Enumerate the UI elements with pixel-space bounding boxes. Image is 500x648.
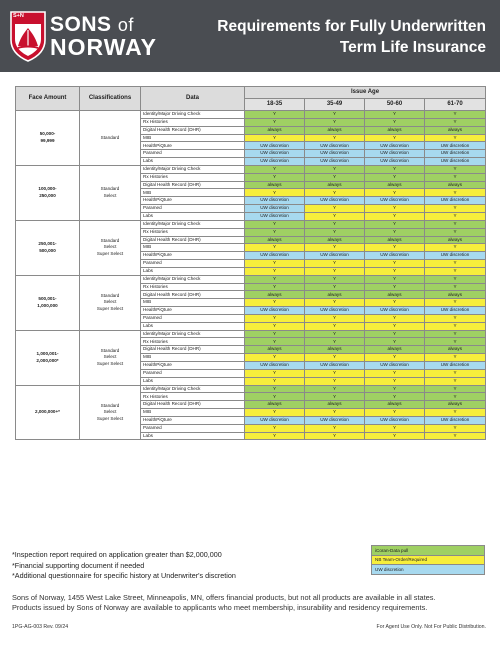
requirement-cell: UW discretion bbox=[425, 252, 486, 260]
requirement-cell: Y bbox=[425, 338, 486, 346]
requirement-cell: always bbox=[425, 236, 486, 244]
requirement-cell: always bbox=[305, 401, 365, 409]
requirement-cell: always bbox=[305, 181, 365, 189]
requirement-cell: Y bbox=[305, 409, 365, 417]
requirement-cell: UW discretion bbox=[365, 362, 425, 370]
requirement-cell: UW discretion bbox=[305, 252, 365, 260]
data-label-cell: HealthPiQture bbox=[141, 142, 245, 150]
requirement-cell: Y bbox=[365, 244, 425, 252]
data-label-cell: Labs bbox=[141, 432, 245, 440]
requirement-cell: Y bbox=[245, 354, 305, 362]
requirement-cell: Y bbox=[365, 189, 425, 197]
classification-cell: Standard Select Super Select bbox=[80, 330, 141, 385]
requirement-cell: always bbox=[365, 126, 425, 134]
col-header-issue-age: Issue Age bbox=[245, 87, 486, 99]
table-row bbox=[16, 165, 486, 173]
logo-wordmark bbox=[50, 14, 157, 58]
legend-green: iCoran-Data pull bbox=[372, 546, 485, 556]
logo-sons: SONS bbox=[50, 13, 112, 36]
requirement-cell: UW discretion bbox=[305, 362, 365, 370]
requirement-cell: always bbox=[245, 126, 305, 134]
requirement-cell: Y bbox=[245, 377, 305, 385]
requirement-cell: UW discretion bbox=[425, 158, 486, 166]
requirement-cell: Y bbox=[305, 424, 365, 432]
legend-yellow: NB Team-Order/Required bbox=[372, 555, 485, 565]
requirement-cell: always bbox=[245, 291, 305, 299]
data-label-cell: Digital Health Record (DHR) bbox=[141, 126, 245, 134]
logo-badge-text: S+N bbox=[13, 13, 24, 19]
data-label-cell: HealthPiQture bbox=[141, 307, 245, 315]
requirement-cell: UW discretion bbox=[245, 150, 305, 158]
classification-cell: Standard Select Super Select bbox=[80, 220, 141, 275]
requirement-cell: always bbox=[245, 236, 305, 244]
col-header-data: Data bbox=[141, 87, 245, 111]
requirement-cell: UW discretion bbox=[305, 150, 365, 158]
requirement-cell: Y bbox=[305, 189, 365, 197]
data-label-cell: Paramed bbox=[141, 205, 245, 213]
data-label-cell: Identity/Major Driving Check bbox=[141, 275, 245, 283]
col-header-age: 61-70 bbox=[425, 99, 486, 111]
requirement-cell: always bbox=[245, 401, 305, 409]
requirement-cell: Y bbox=[305, 322, 365, 330]
requirement-cell: Y bbox=[425, 409, 486, 417]
form-code: 1PG-AG-003 Rev. 09/24 bbox=[12, 624, 69, 630]
col-header-age: 35-49 bbox=[305, 99, 365, 111]
requirement-cell: always bbox=[365, 236, 425, 244]
requirement-cell: Y bbox=[245, 369, 305, 377]
requirement-cell: Y bbox=[365, 205, 425, 213]
requirement-cell: UW discretion bbox=[245, 362, 305, 370]
requirement-cell: UW discretion bbox=[425, 362, 486, 370]
requirement-cell: UW discretion bbox=[425, 142, 486, 150]
requirement-cell: UW discretion bbox=[425, 416, 486, 424]
requirement-cell: Y bbox=[425, 165, 486, 173]
requirement-cell: Y bbox=[305, 220, 365, 228]
requirement-cell: Y bbox=[245, 314, 305, 322]
requirement-cell: Y bbox=[305, 283, 365, 291]
requirement-cell: Y bbox=[365, 409, 425, 417]
requirement-cell: Y bbox=[305, 173, 365, 181]
requirement-cell: Y bbox=[245, 322, 305, 330]
requirement-cell: Y bbox=[365, 369, 425, 377]
table-row bbox=[16, 220, 486, 228]
requirement-cell: UW discretion bbox=[365, 150, 425, 158]
data-label-cell: Digital Health Record (DHR) bbox=[141, 401, 245, 409]
data-label-cell: HealthPiQture bbox=[141, 416, 245, 424]
table-row bbox=[16, 275, 486, 283]
requirement-cell: UW discretion bbox=[245, 142, 305, 150]
requirement-cell: always bbox=[425, 291, 486, 299]
requirement-cell: Y bbox=[245, 244, 305, 252]
requirement-cell: Y bbox=[245, 111, 305, 119]
data-label-cell: HealthPiQture bbox=[141, 362, 245, 370]
logo-of: of bbox=[117, 15, 134, 35]
page-title bbox=[217, 16, 486, 58]
page-header bbox=[0, 0, 500, 72]
requirement-cell: UW discretion bbox=[365, 416, 425, 424]
requirement-cell: UW discretion bbox=[425, 197, 486, 205]
requirement-cell: Y bbox=[305, 244, 365, 252]
requirement-cell: always bbox=[425, 401, 486, 409]
requirement-cell: Y bbox=[365, 299, 425, 307]
data-label-cell: Rx Histories bbox=[141, 283, 245, 291]
classification-cell: Standard Select bbox=[80, 165, 141, 220]
requirement-cell: always bbox=[425, 181, 486, 189]
requirement-cell: Y bbox=[365, 283, 425, 291]
col-header-age: 50-60 bbox=[365, 99, 425, 111]
data-label-cell: MIB bbox=[141, 244, 245, 252]
classification-cell: Standard bbox=[80, 111, 141, 166]
requirement-cell: Y bbox=[425, 212, 486, 220]
requirement-cell: Y bbox=[245, 424, 305, 432]
requirement-cell: Y bbox=[365, 338, 425, 346]
requirement-cell: Y bbox=[425, 330, 486, 338]
requirement-cell: Y bbox=[425, 111, 486, 119]
requirement-cell: Y bbox=[425, 322, 486, 330]
face-amount-cell: 100,000- 250,000 bbox=[16, 165, 80, 220]
requirement-cell: Y bbox=[245, 283, 305, 291]
requirement-cell: Y bbox=[365, 134, 425, 142]
requirement-cell: Y bbox=[305, 314, 365, 322]
requirement-cell: UW discretion bbox=[305, 158, 365, 166]
data-label-cell: Rx Histories bbox=[141, 118, 245, 126]
requirement-cell: always bbox=[305, 236, 365, 244]
requirement-cell: Y bbox=[245, 385, 305, 393]
requirement-cell: Y bbox=[245, 228, 305, 236]
requirement-cell: always bbox=[245, 181, 305, 189]
data-label-cell: Identity/Major Driving Check bbox=[141, 330, 245, 338]
requirement-cell: Y bbox=[305, 385, 365, 393]
data-label-cell: Labs bbox=[141, 322, 245, 330]
requirement-cell: UW discretion bbox=[425, 307, 486, 315]
requirement-cell: UW discretion bbox=[245, 197, 305, 205]
requirement-cell: Y bbox=[365, 432, 425, 440]
requirement-cell: Y bbox=[365, 118, 425, 126]
requirement-cell: Y bbox=[305, 369, 365, 377]
requirement-cell: always bbox=[305, 126, 365, 134]
requirement-cell: Y bbox=[305, 393, 365, 401]
footer-disclaimer bbox=[12, 593, 490, 613]
requirement-cell: Y bbox=[425, 299, 486, 307]
requirement-cell: Y bbox=[305, 354, 365, 362]
data-label-cell: Paramed bbox=[141, 260, 245, 268]
requirement-cell: Y bbox=[425, 205, 486, 213]
requirement-cell: Y bbox=[245, 173, 305, 181]
requirement-cell: Y bbox=[365, 173, 425, 181]
data-label-cell: Labs bbox=[141, 267, 245, 275]
requirement-cell: UW discretion bbox=[365, 142, 425, 150]
requirement-cell: UW discretion bbox=[305, 142, 365, 150]
footnote: *Inspection report required on application greater than $2,000,000 bbox=[12, 550, 222, 559]
data-label-cell: Identity/Major Driving Check bbox=[141, 385, 245, 393]
requirement-cell: Y bbox=[245, 267, 305, 275]
requirement-cell: Y bbox=[305, 212, 365, 220]
requirement-cell: Y bbox=[305, 118, 365, 126]
requirement-cell: Y bbox=[245, 260, 305, 268]
data-label-cell: Paramed bbox=[141, 150, 245, 158]
requirement-cell: Y bbox=[425, 134, 486, 142]
requirement-cell: Y bbox=[245, 432, 305, 440]
requirement-cell: Y bbox=[425, 118, 486, 126]
data-label-cell: Identity/Major Driving Check bbox=[141, 111, 245, 119]
requirement-cell: Y bbox=[245, 299, 305, 307]
requirement-cell: always bbox=[245, 346, 305, 354]
requirement-cell: UW discretion bbox=[365, 252, 425, 260]
requirement-cell: Y bbox=[365, 275, 425, 283]
data-label-cell: Paramed bbox=[141, 424, 245, 432]
data-label-cell: Digital Health Record (DHR) bbox=[141, 181, 245, 189]
agent-use-notice: For Agent Use Only. Not For Public Distribution. bbox=[376, 624, 486, 630]
requirement-cell: UW discretion bbox=[305, 307, 365, 315]
footer-line: Sons of Norway, 1455 West Lake Street, Minneapolis, MN, offers financial products, but not all products are available in all states. bbox=[12, 593, 436, 602]
requirement-cell: UW discretion bbox=[245, 158, 305, 166]
requirement-cell: Y bbox=[305, 111, 365, 119]
data-label-cell: MIB bbox=[141, 134, 245, 142]
requirement-cell: Y bbox=[365, 393, 425, 401]
col-header-face-amount: Face Amount bbox=[16, 87, 80, 111]
requirement-cell: Y bbox=[245, 118, 305, 126]
requirement-cell: UW discretion bbox=[245, 252, 305, 260]
requirement-cell: UW discretion bbox=[245, 205, 305, 213]
data-label-cell: Paramed bbox=[141, 369, 245, 377]
requirement-cell: UW discretion bbox=[245, 307, 305, 315]
requirement-cell: Y bbox=[365, 322, 425, 330]
requirement-cell: Y bbox=[425, 244, 486, 252]
requirement-cell: always bbox=[365, 346, 425, 354]
requirement-cell: Y bbox=[365, 228, 425, 236]
col-header-age: 18-35 bbox=[245, 99, 305, 111]
title-line-1: Requirements for Fully Underwritten bbox=[217, 18, 486, 35]
requirement-cell: Y bbox=[365, 260, 425, 268]
requirement-cell: Y bbox=[425, 369, 486, 377]
color-legend bbox=[371, 545, 485, 575]
data-label-cell: MIB bbox=[141, 299, 245, 307]
data-label-cell: HealthPiQture bbox=[141, 197, 245, 205]
requirement-cell: Y bbox=[425, 267, 486, 275]
requirement-cell: UW discretion bbox=[245, 416, 305, 424]
requirement-cell: Y bbox=[425, 173, 486, 181]
requirement-cell: Y bbox=[245, 338, 305, 346]
data-label-cell: MIB bbox=[141, 189, 245, 197]
data-label-cell: Rx Histories bbox=[141, 173, 245, 181]
requirement-cell: always bbox=[365, 291, 425, 299]
requirement-cell: UW discretion bbox=[365, 307, 425, 315]
face-amount-cell: 500,001- 1,000,000 bbox=[16, 275, 80, 330]
requirement-cell: UW discretion bbox=[245, 212, 305, 220]
footnote: *Additional questionnaire for specific history at Underwriter's discretion bbox=[12, 571, 236, 580]
requirement-cell: Y bbox=[365, 424, 425, 432]
requirement-cell: always bbox=[305, 291, 365, 299]
requirement-cell: Y bbox=[365, 377, 425, 385]
requirement-cell: Y bbox=[245, 409, 305, 417]
requirement-cell: Y bbox=[305, 275, 365, 283]
requirement-cell: Y bbox=[425, 220, 486, 228]
face-amount-cell: 250,001- 500,000 bbox=[16, 220, 80, 275]
data-label-cell: Digital Health Record (DHR) bbox=[141, 236, 245, 244]
requirements-table bbox=[15, 86, 486, 440]
legend-blue: UW discretion bbox=[372, 565, 485, 575]
data-label-cell: Identity/Major Driving Check bbox=[141, 165, 245, 173]
requirement-cell: Y bbox=[425, 228, 486, 236]
requirement-cell: always bbox=[365, 181, 425, 189]
requirement-cell: Y bbox=[365, 212, 425, 220]
footer-line: Products issued by Sons of Norway are available to applicants who meet membership, insurability and residency requirements. bbox=[12, 603, 428, 613]
requirement-cell: Y bbox=[245, 393, 305, 401]
requirement-cell: UW discretion bbox=[365, 158, 425, 166]
requirement-cell: Y bbox=[365, 267, 425, 275]
requirement-cell: UW discretion bbox=[365, 197, 425, 205]
requirement-cell: Y bbox=[305, 267, 365, 275]
requirement-cell: Y bbox=[305, 228, 365, 236]
requirement-cell: Y bbox=[245, 134, 305, 142]
requirement-cell: Y bbox=[245, 330, 305, 338]
data-label-cell: Rx Histories bbox=[141, 228, 245, 236]
data-label-cell: Identity/Major Driving Check bbox=[141, 220, 245, 228]
requirement-cell: Y bbox=[365, 220, 425, 228]
data-label-cell: HealthPiQture bbox=[141, 252, 245, 260]
requirement-cell: Y bbox=[365, 385, 425, 393]
requirement-cell: Y bbox=[245, 220, 305, 228]
title-line-2: Term Life Insurance bbox=[339, 39, 486, 56]
requirement-cell: UW discretion bbox=[305, 197, 365, 205]
classification-cell: Standard Select Super Select bbox=[80, 275, 141, 330]
requirement-cell: always bbox=[425, 126, 486, 134]
table-row bbox=[16, 330, 486, 338]
requirement-cell: always bbox=[365, 401, 425, 409]
requirement-cell: Y bbox=[305, 338, 365, 346]
requirement-cell: Y bbox=[365, 314, 425, 322]
requirement-cell: Y bbox=[245, 275, 305, 283]
requirement-cell: Y bbox=[245, 189, 305, 197]
requirement-cell: Y bbox=[305, 432, 365, 440]
requirement-cell: UW discretion bbox=[305, 416, 365, 424]
requirement-cell: Y bbox=[365, 165, 425, 173]
requirement-cell: Y bbox=[365, 111, 425, 119]
requirement-cell: Y bbox=[305, 134, 365, 142]
table-row bbox=[16, 385, 486, 393]
requirement-cell: always bbox=[425, 346, 486, 354]
requirement-cell: Y bbox=[425, 260, 486, 268]
footnotes bbox=[12, 550, 236, 582]
data-label-cell: MIB bbox=[141, 409, 245, 417]
face-amount-cell: 50,000- 99,999 bbox=[16, 111, 80, 166]
requirement-cell: Y bbox=[305, 165, 365, 173]
requirements-table-body bbox=[16, 111, 486, 440]
requirement-cell: Y bbox=[425, 377, 486, 385]
table-row bbox=[16, 111, 486, 119]
requirement-cell: Y bbox=[425, 385, 486, 393]
requirement-cell: Y bbox=[425, 393, 486, 401]
requirement-cell: Y bbox=[305, 299, 365, 307]
requirement-cell: Y bbox=[425, 354, 486, 362]
face-amount-cell: 2,000,000+* bbox=[16, 385, 80, 440]
requirement-cell: Y bbox=[425, 432, 486, 440]
requirement-cell: Y bbox=[425, 283, 486, 291]
data-label-cell: Digital Health Record (DHR) bbox=[141, 346, 245, 354]
requirement-cell: Y bbox=[305, 330, 365, 338]
data-label-cell: Labs bbox=[141, 377, 245, 385]
data-label-cell: Labs bbox=[141, 212, 245, 220]
data-label-cell: Rx Histories bbox=[141, 393, 245, 401]
requirement-cell: Y bbox=[425, 275, 486, 283]
col-header-classifications: Classifications bbox=[80, 87, 141, 111]
requirement-cell: Y bbox=[305, 260, 365, 268]
logo-norway: NORWAY bbox=[50, 34, 157, 60]
data-label-cell: Digital Health Record (DHR) bbox=[141, 291, 245, 299]
requirement-cell: Y bbox=[425, 424, 486, 432]
data-label-cell: Rx Histories bbox=[141, 338, 245, 346]
classification-cell: Standard Select Super Select bbox=[80, 385, 141, 440]
data-label-cell: MIB bbox=[141, 354, 245, 362]
requirement-cell: Y bbox=[305, 205, 365, 213]
requirement-cell: UW discretion bbox=[425, 150, 486, 158]
footnote: *Financial supporting document if needed bbox=[12, 560, 145, 570]
requirement-cell: Y bbox=[245, 165, 305, 173]
requirement-cell: Y bbox=[365, 330, 425, 338]
requirement-cell: always bbox=[305, 346, 365, 354]
requirement-cell: Y bbox=[425, 189, 486, 197]
requirement-cell: Y bbox=[365, 354, 425, 362]
requirement-cell: Y bbox=[425, 314, 486, 322]
face-amount-cell: 1,000,001- 2,000,000* bbox=[16, 330, 80, 385]
data-label-cell: Labs bbox=[141, 158, 245, 166]
requirement-cell: Y bbox=[305, 377, 365, 385]
data-label-cell: Paramed bbox=[141, 314, 245, 322]
